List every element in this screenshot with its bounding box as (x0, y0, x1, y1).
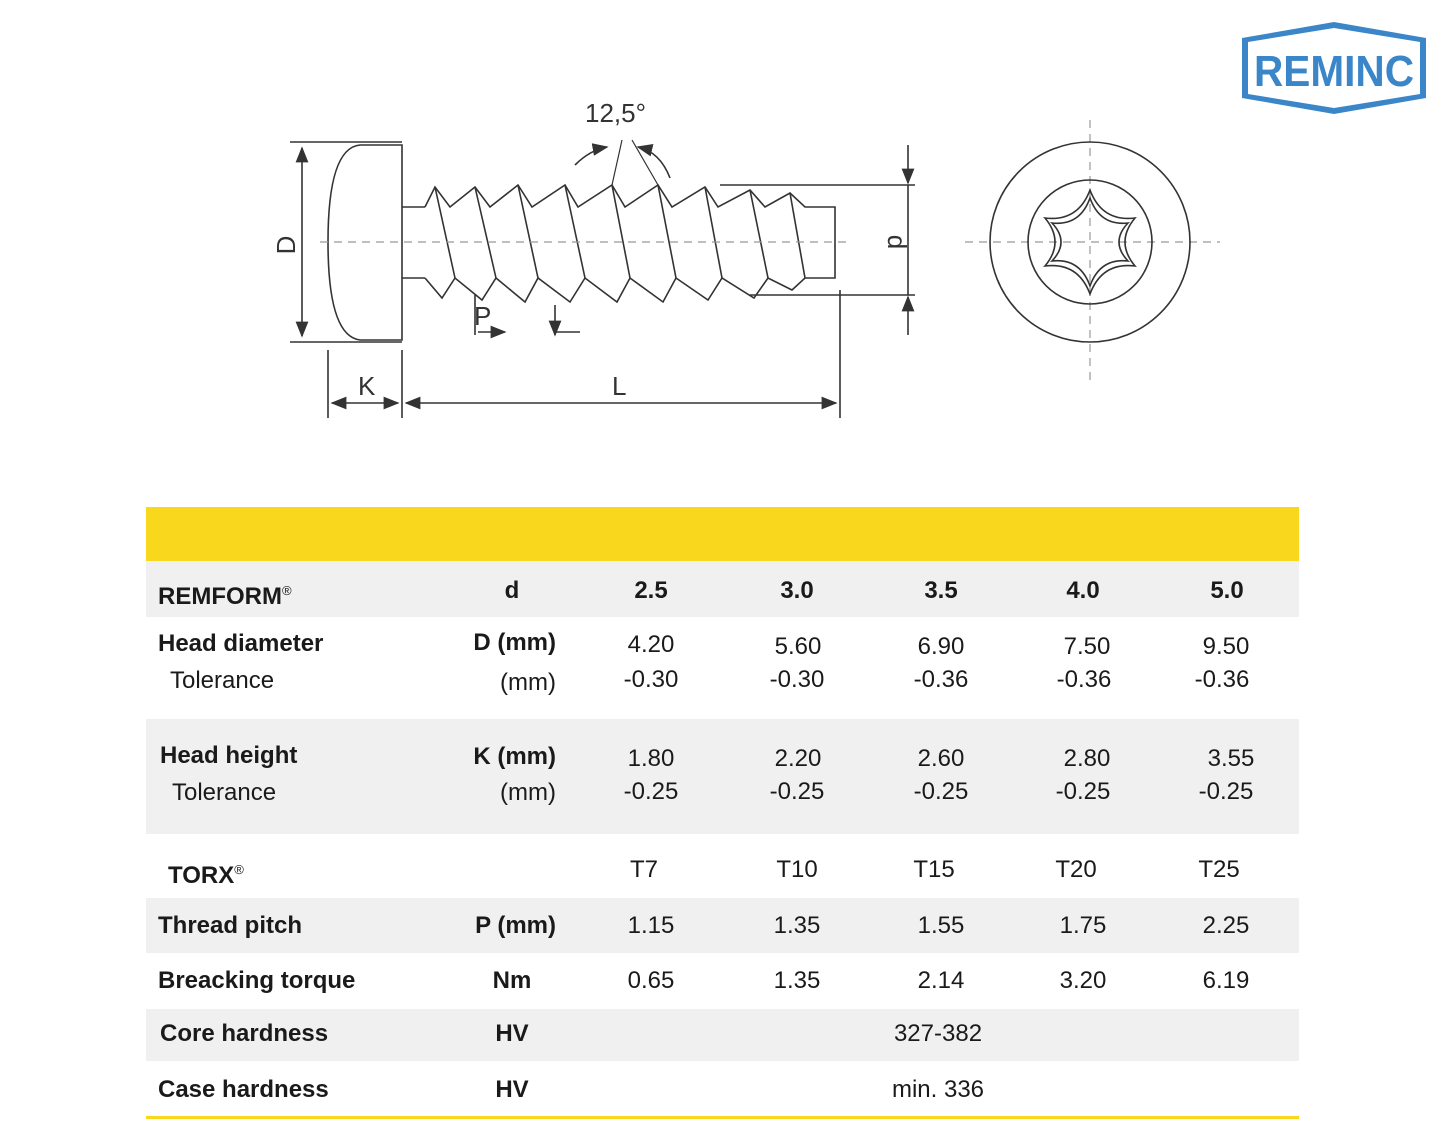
row-unit: Nm (492, 967, 532, 994)
cell-value: T10 (776, 856, 818, 883)
tolerance-value: -0.36 (1056, 666, 1112, 693)
tolerance-value: -0.36 (913, 666, 969, 693)
cell-value: 5.60 (774, 633, 822, 660)
table-header-bar (146, 507, 1299, 561)
table-row-core-hardness (146, 1009, 1299, 1061)
tolerance-value: -0.36 (1194, 666, 1250, 693)
table-row-breaking-torque (146, 953, 1299, 1009)
tolerance-value: -0.25 (1055, 778, 1111, 805)
cell-value: 2.80 (1063, 745, 1111, 772)
cell-value: 327-382 (893, 1020, 983, 1047)
header-size: 3.5 (924, 577, 958, 604)
cell-value: 1.75 (1059, 912, 1107, 939)
tolerance-label: Tolerance (172, 779, 277, 806)
cell-value: T15 (913, 856, 955, 883)
cell-value: 3.20 (1059, 967, 1107, 994)
table-row-thread-pitch (146, 898, 1299, 953)
reminc-logo (1238, 20, 1430, 116)
cell-value: 1.80 (627, 745, 675, 772)
cell-value: 7.50 (1063, 633, 1111, 660)
row-label: Head height (160, 742, 298, 769)
row-unit: D (mm) (473, 629, 556, 656)
cell-value: 2.60 (917, 745, 965, 772)
row-label: Case hardness (158, 1076, 329, 1103)
cell-value: 9.50 (1202, 633, 1250, 660)
screw-technical-drawing (260, 90, 1240, 430)
cell-value: 1.15 (627, 912, 675, 939)
row-label: Breacking torque (158, 967, 356, 994)
tolerance-value: -0.25 (769, 778, 825, 805)
cell-value: 2.14 (917, 967, 965, 994)
tolerance-value: -0.25 (913, 778, 969, 805)
label-P: P (474, 301, 492, 331)
label-D: D (271, 235, 301, 255)
label-K: K (358, 371, 376, 401)
logo-text: REMINC (1254, 47, 1414, 96)
table-row-head-height (146, 719, 1299, 834)
cell-value: min. 336 (891, 1076, 985, 1103)
angle-label: 12,5° (585, 98, 647, 128)
cell-value: 2.20 (774, 745, 822, 772)
cell-value: 1.55 (917, 912, 965, 939)
cell-value: T7 (629, 856, 659, 883)
table-row-case-hardness (146, 1061, 1299, 1116)
header-size: 4.0 (1066, 577, 1100, 604)
tolerance-value: -0.30 (769, 666, 825, 693)
cell-value: 6.19 (1202, 967, 1250, 994)
cell-value: 4.20 (627, 631, 675, 658)
torx-label: TORX® (168, 862, 244, 889)
row-unit: P (mm) (475, 912, 556, 939)
cell-value: 6.90 (917, 633, 965, 660)
row-unit: K (mm) (473, 743, 556, 770)
label-L: L (612, 371, 627, 401)
cell-value: 0.65 (627, 967, 675, 994)
cell-value: 1.35 (773, 967, 821, 994)
table-row-head-diameter (146, 617, 1299, 719)
cell-value: 3.55 (1207, 745, 1255, 772)
cell-value: 1.35 (773, 912, 821, 939)
tolerance-unit: (mm) (500, 779, 556, 806)
tolerance-label: Tolerance (170, 667, 275, 694)
cell-value: T20 (1055, 856, 1097, 883)
table-row-torx (146, 834, 1299, 898)
row-unit: HV (495, 1076, 529, 1103)
label-d: d (882, 234, 912, 250)
row-label: Core hardness (160, 1020, 329, 1047)
cell-value: 2.25 (1202, 912, 1250, 939)
row-label: Thread pitch (158, 912, 303, 939)
header-size: 3.0 (780, 577, 814, 604)
table-bottom-line (146, 1116, 1299, 1119)
tolerance-value: -0.25 (623, 778, 679, 805)
row-label: Head diameter (158, 630, 324, 657)
tolerance-value: -0.30 (623, 666, 679, 693)
header-unit: d (504, 577, 520, 604)
tolerance-value: -0.25 (1198, 778, 1254, 805)
table-row-header (146, 561, 1299, 617)
header-size: 5.0 (1210, 577, 1244, 604)
tolerance-unit: (mm) (500, 669, 556, 696)
header-size: 2.5 (634, 577, 668, 604)
cell-value: T25 (1198, 856, 1240, 883)
row-unit: HV (495, 1020, 529, 1047)
remform-label: REMFORM® (158, 583, 292, 610)
